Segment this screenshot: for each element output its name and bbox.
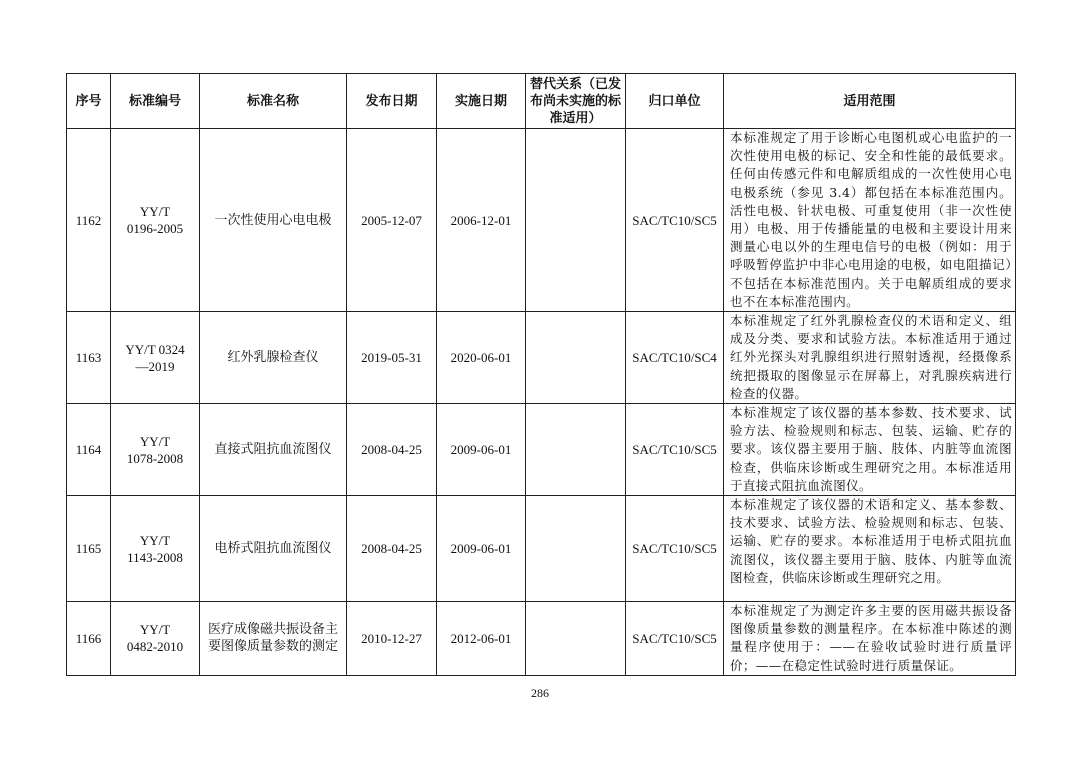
- header-scope: 适用范围: [724, 74, 1016, 129]
- cell-seq: 1163: [67, 312, 111, 404]
- cell-code: YY/T 0482-2010: [111, 602, 200, 676]
- cell-effective-date: 2006-12-01: [437, 129, 526, 312]
- cell-scope: 本标准规定了红外乳腺检查仪的术语和定义、组成及分类、要求和试验方法。本标准适用于通过红外光探头对乳腺组织进行照射透视，经摄像系统把摄取的图像显示在屏幕上，对乳腺疾病进行检查的仪器。: [724, 312, 1016, 404]
- cell-code: YY/T 0196-2005: [111, 129, 200, 312]
- cell-effective-date: 2020-06-01: [437, 312, 526, 404]
- cell-unit: SAC/TC10/SC5: [626, 602, 724, 676]
- cell-replace: [526, 602, 626, 676]
- header-unit: 归口单位: [626, 74, 724, 129]
- table-row: [67, 312, 1016, 404]
- cell-unit: SAC/TC10/SC4: [626, 312, 724, 404]
- header-effective-date: 实施日期: [437, 74, 526, 129]
- cell-code: YY/T 1143-2008: [111, 496, 200, 602]
- cell-scope: 本标准规定了用于诊断心电图机或心电监护的一次性使用电极的标记、安全和性能的最低要求。任何由传感元件和电解质组成的一次性使用心电电极系统（参见 3.4）都包括在本标准范围内。活性电极、针状电极、可重复使用（非一次性使用）电极、用于传播能量的电极和主要设计用来测量心电以外的生理电信号的电极（例如：用于呼吸暂停监护中非心电用途的电极，如电阻描记）不包括在本标准范围内。关于电解质组成的要求也不在本标准范围内。: [724, 129, 1016, 312]
- cell-unit: SAC/TC10/SC5: [626, 496, 724, 602]
- cell-publish-date: 2008-04-25: [347, 404, 437, 496]
- page-number: 286: [531, 686, 549, 700]
- cell-effective-date: 2009-06-01: [437, 404, 526, 496]
- cell-code: YY/T 1078-2008: [111, 404, 200, 496]
- cell-seq: 1162: [67, 129, 111, 312]
- cell-name: 电桥式阻抗血流图仪: [200, 496, 347, 602]
- standards-table: [66, 73, 1016, 676]
- cell-scope: 本标准规定了该仪器的术语和定义、基本参数、技术要求、试验方法、检验规则和标志、包装、运输、贮存的要求。本标准适用于电桥式阻抗血流图仪，该仪器主要用于脑、肢体、内脏等血流图检查，供临床诊断或生理研究之用。: [724, 496, 1016, 602]
- cell-replace: [526, 129, 626, 312]
- header-replace: 替代关系（已发布尚未实施的标准适用）: [526, 74, 626, 129]
- cell-effective-date: 2012-06-01: [437, 602, 526, 676]
- header-name: 标准名称: [200, 74, 347, 129]
- cell-unit: SAC/TC10/SC5: [626, 129, 724, 312]
- table-row: [67, 602, 1016, 676]
- cell-effective-date: 2009-06-01: [437, 496, 526, 602]
- cell-publish-date: 2019-05-31: [347, 312, 437, 404]
- cell-name: 医疗成像磁共振设备主要图像质量参数的测定: [200, 602, 347, 676]
- header-code: 标准编号: [111, 74, 200, 129]
- cell-seq: 1166: [67, 602, 111, 676]
- cell-replace: [526, 404, 626, 496]
- table-row: [67, 129, 1016, 312]
- cell-scope: 本标准规定了为测定许多主要的医用磁共振设备图像质量参数的测量程序。在本标准中陈述的测量程序使用于：——在验收试验时进行质量评价；——在稳定性试验时进行质量保证。: [724, 602, 1016, 676]
- cell-publish-date: 2005-12-07: [347, 129, 437, 312]
- cell-scope: 本标准规定了该仪器的基本参数、技术要求、试验方法、检验规则和标志、包装、运输、贮存的要求。该仪器主要用于脑、肢体、内脏等血流图检查，供临床诊断或生理研究之用。本标准适用于直接式阻抗血流图仪。: [724, 404, 1016, 496]
- cell-publish-date: 2010-12-27: [347, 602, 437, 676]
- table-row: [67, 496, 1016, 602]
- cell-unit: SAC/TC10/SC5: [626, 404, 724, 496]
- table-header-row: [67, 74, 1016, 129]
- cell-name: 一次性使用心电电极: [200, 129, 347, 312]
- cell-publish-date: 2008-04-25: [347, 496, 437, 602]
- cell-replace: [526, 312, 626, 404]
- table-row: [67, 404, 1016, 496]
- cell-name: 直接式阻抗血流图仪: [200, 404, 347, 496]
- header-seq: 序号: [67, 74, 111, 129]
- cell-replace: [526, 496, 626, 602]
- cell-code: YY/T 0324—2019: [111, 312, 200, 404]
- cell-name: 红外乳腺检查仪: [200, 312, 347, 404]
- cell-seq: 1165: [67, 496, 111, 602]
- cell-seq: 1164: [67, 404, 111, 496]
- header-publish-date: 发布日期: [347, 74, 437, 129]
